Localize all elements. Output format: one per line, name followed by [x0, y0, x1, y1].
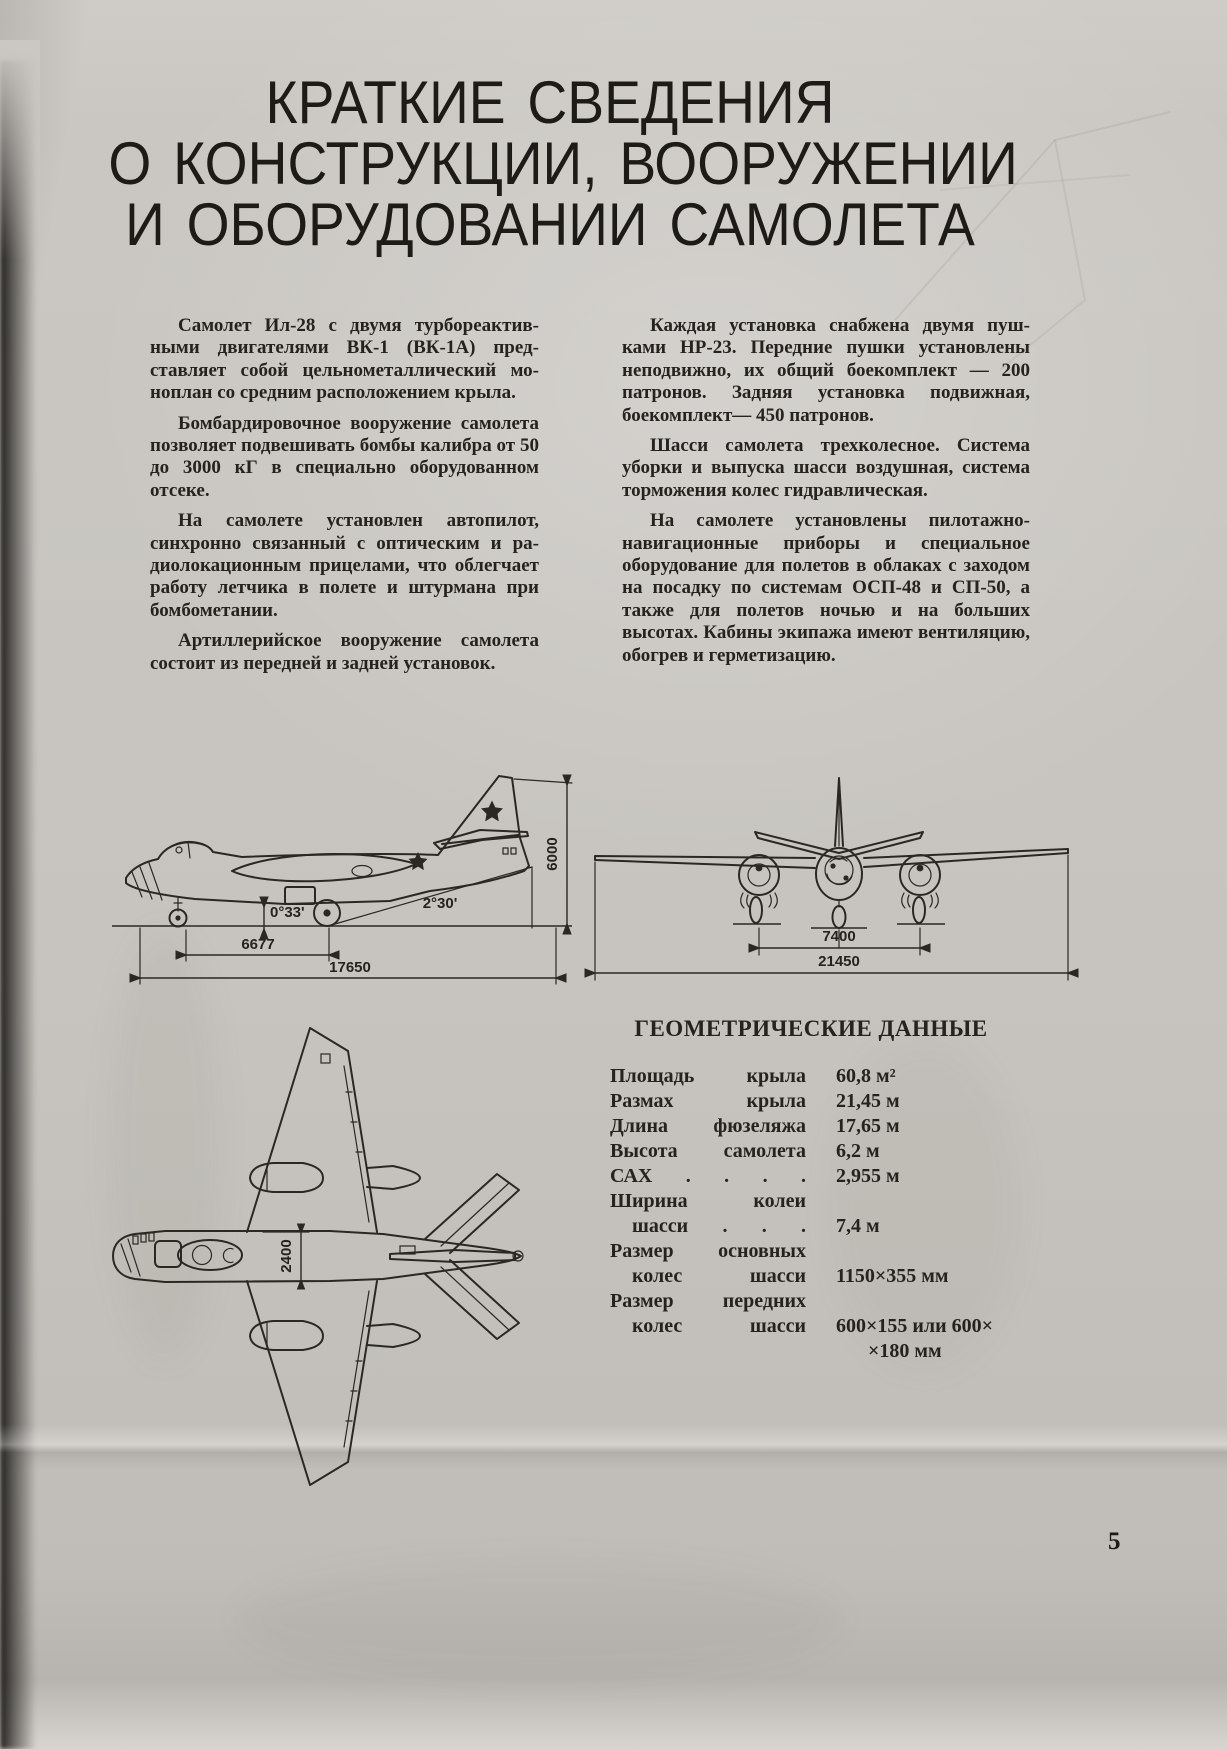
nacelle-left: [739, 855, 779, 895]
fuselage-hatch: [352, 866, 372, 877]
geo-label: Размер основных: [610, 1240, 806, 1262]
geo-label: Площадь крыла: [610, 1065, 806, 1087]
page-title: [108, 69, 1018, 258]
canopy-dome: [193, 1246, 212, 1265]
geo-row-wing-area: [610, 1064, 1012, 1089]
fuselage-plan: [113, 1231, 521, 1282]
geo-value: 60,8 м²: [836, 1065, 896, 1087]
page-title-line-3: И ОБОРУДОВАНИИ САМОЛЕТА: [125, 191, 975, 258]
geo-label: Размер передних: [610, 1290, 806, 1312]
dim-label-track: 7400: [822, 928, 856, 945]
paragraph: Бомбардировочное вооружение самолета позволяет подвешивать бомбы калибра от 50 до 3000 кГ в специально оборудованном отсеке.: [150, 412, 539, 501]
geo-row-wing-span: [610, 1089, 1012, 1114]
book-gutter-shadow: [0, 60, 36, 1749]
dim-label-angle-nose: 0°33': [270, 904, 305, 921]
geo-value: 7,4 м: [836, 1215, 880, 1237]
tail-detail: [503, 848, 508, 854]
page-title-line-1: КРАТКИЕ СВЕДЕНИЯ: [265, 69, 835, 136]
geo-value: 17,65 м: [836, 1115, 900, 1137]
nacelle-lower-rear: [367, 1324, 420, 1347]
geo-label: шасси . . .: [632, 1215, 806, 1237]
paragraph: На самолете установлен автопилот, синхронно связанный с оптическим и радиолокационным прицелами, что облегчает работу летчика в полете и штурмана при бомбометании.: [150, 510, 539, 621]
wing-lower: [247, 1281, 377, 1485]
front-view-diagram: [575, 770, 1080, 986]
geo-label: колес шасси: [632, 1265, 806, 1287]
geo-row-mac: [610, 1164, 1012, 1189]
gutter-fade: [0, 40, 40, 260]
geo-value: 21,45 м: [836, 1090, 900, 1112]
geo-row-height: [610, 1139, 1012, 1164]
body-column-right: [622, 315, 1030, 675]
page-title-line-2: О КОНСТРУКЦИИ, ВООРУЖЕНИИ: [108, 130, 1018, 197]
geo-row-nose-wheels: [610, 1289, 1012, 1364]
geo-label: Высота самолета: [610, 1140, 806, 1162]
geo-value: 600×155 или 600×: [836, 1315, 994, 1337]
dim-label-length: 17650: [329, 959, 371, 976]
tailplane: [434, 830, 528, 849]
wing-right: [864, 849, 1068, 867]
nose-wheel-hub: [175, 915, 180, 920]
geo-row-main-wheels: [610, 1239, 1012, 1289]
geometric-data-section: [610, 1016, 1012, 1364]
dim-label-span: 21450: [818, 953, 860, 970]
geometric-data-heading: ГЕОМЕТРИЧЕСКИЕ ДАННЫЕ: [634, 1016, 988, 1041]
wing-lower-lines: [344, 1291, 369, 1447]
geo-label: Ширина колеи: [610, 1190, 806, 1212]
geo-label: колес шасси: [632, 1315, 806, 1337]
nacelle-upper-rear: [367, 1166, 420, 1189]
geo-row-fuselage-length: [610, 1114, 1012, 1139]
dim-label-fuselage-width: 2400: [278, 1239, 295, 1273]
geo-value: 6,2 м: [836, 1140, 880, 1162]
body-column-left: [150, 315, 539, 683]
canopy-window: [176, 847, 182, 853]
paragraph: Артиллерийское вооружение самолета состоит из передней и задней установок.: [150, 630, 539, 674]
canopy-plan: [178, 1240, 242, 1270]
geo-row-track-width: [610, 1189, 1012, 1239]
geo-value: 2,955 м: [836, 1165, 900, 1187]
gear-nacelle: [285, 887, 315, 904]
top-view-diagram: [95, 1022, 529, 1504]
dim-label-height: 6000: [544, 837, 561, 871]
tail-detail: [511, 848, 516, 854]
wing-tip-detail: [321, 1054, 330, 1063]
geo-value: 1150×355 мм: [836, 1265, 949, 1287]
page-number: 5: [1108, 1528, 1121, 1555]
geo-value-continuation: ×180 мм: [868, 1340, 942, 1362]
geo-label: Размах крыла: [610, 1090, 806, 1112]
geo-label: САХ . . . .: [610, 1165, 806, 1187]
paragraph: Шасси самолета трехколесное. Система уборки и выпуска шасси воздушная, система торможения колес гидравлическая.: [622, 435, 1030, 501]
star-fin: [481, 801, 503, 822]
dim-label-wheelbase: 6677: [241, 936, 275, 953]
nose-wheel-front: [833, 906, 846, 928]
main-wheel-left: [750, 897, 762, 923]
main-wheel-right: [913, 897, 925, 923]
paragraph: Каждая установка снабжена двумя пушками НР-23. Передние пушки установлены неподвижно, их общий боекомплект — 200 патронов. Задняя установка подвижная, боекомплект— 450 патронов.: [622, 315, 1030, 426]
wing-left: [595, 856, 815, 868]
paragraph: На самолете установлены пилотажно-навигационные приборы и специальное оборудование для полетов в облаках с заходом на посадку по системам ОСП-48 и СП-50, а также для полетов ночью и на больших высотах. Кабины экипажа имеют вентиляцию, обогрев и герметизацию.: [622, 510, 1030, 666]
nacelle-right: [900, 855, 940, 895]
bleed-through-smudge: [240, 1560, 840, 1680]
geo-label: Длина фюзеляжа: [610, 1115, 806, 1137]
side-view-diagram: [100, 770, 574, 988]
wing-root-fairing: [232, 854, 416, 881]
paragraph: Самолет Ил-28 с двумя турбореактивными двигателями ВК-1 (ВК-1А) представляет собой цельнометаллический моноплан со средним расположением крыла.: [150, 315, 539, 404]
main-wheel-hub: [323, 909, 330, 916]
wing-upper: [247, 1028, 377, 1232]
dim-label-angle-tail: 2°30': [422, 895, 458, 912]
wing-upper-lines: [344, 1066, 369, 1222]
canopy-detail: [223, 1249, 233, 1263]
